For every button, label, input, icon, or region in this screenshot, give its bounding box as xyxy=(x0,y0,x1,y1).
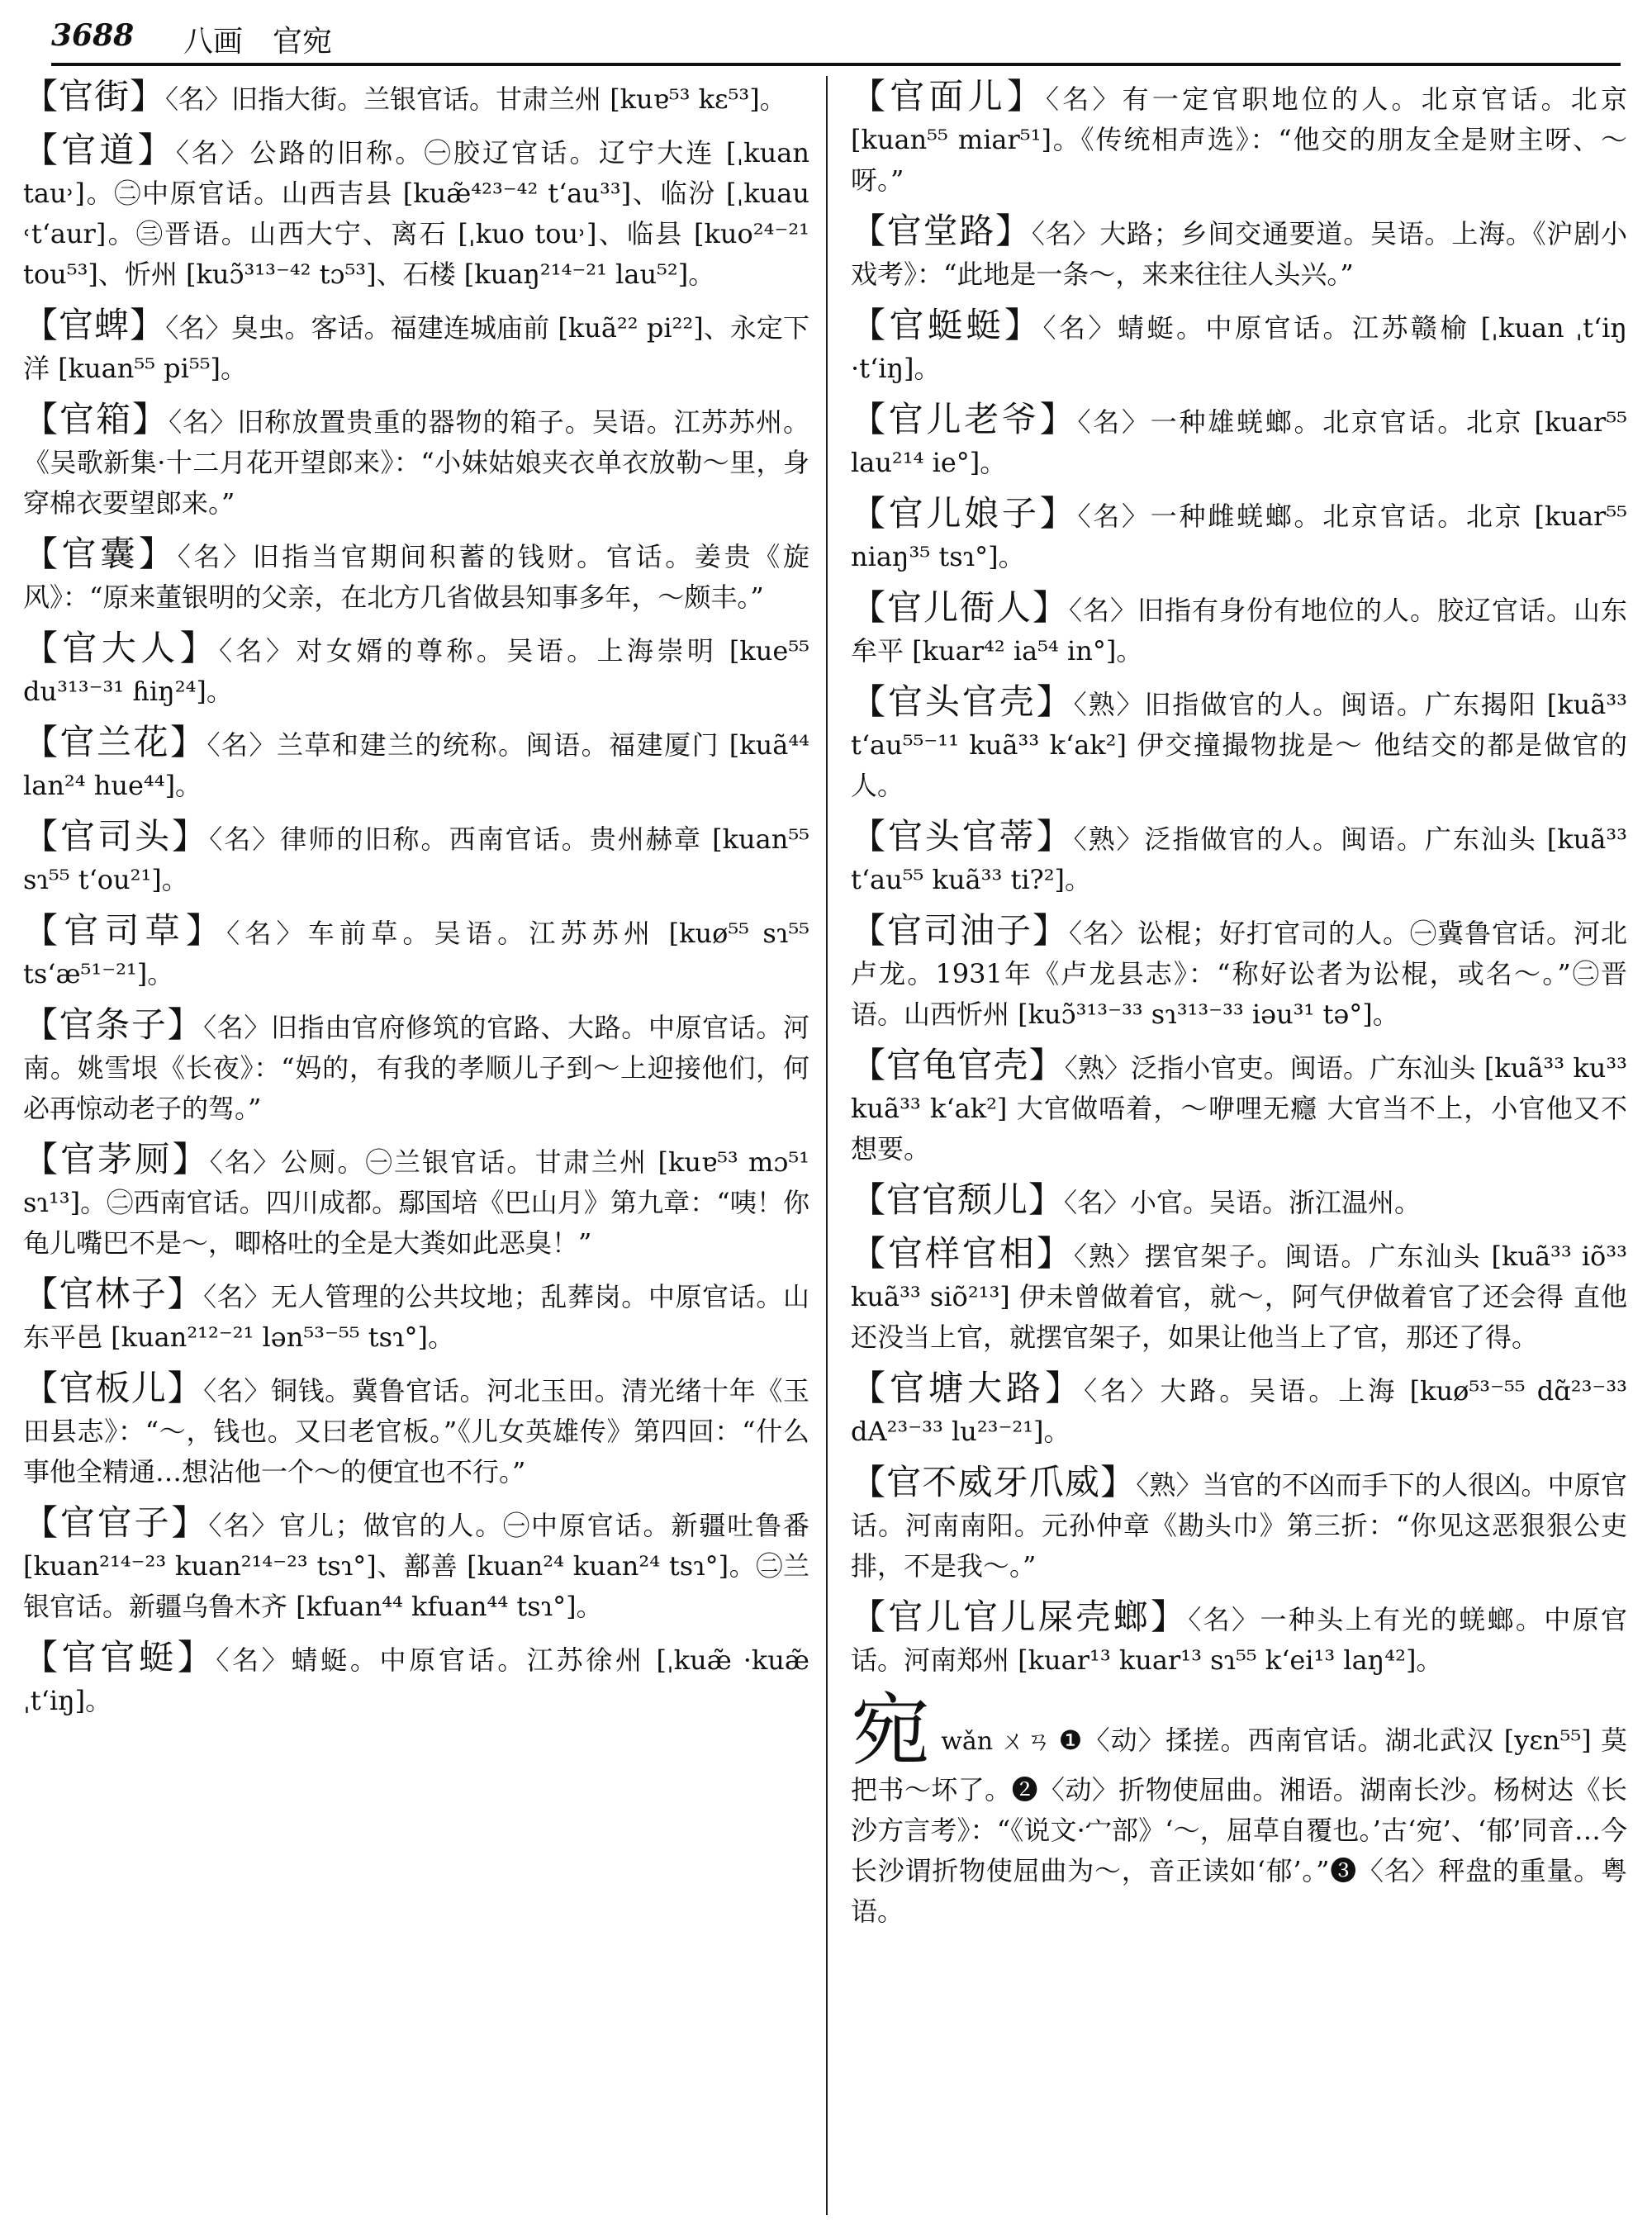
entry-body: 〈名〉旧指由官府修筑的官路、大路。中原官话。河南。姚雪垠《长夜》：“妈的，有我的孝顺儿子到～上迎接他们，何必再惊动老子的驾。” xyxy=(23,1012,809,1124)
entry-body: 〈名〉公厕。㊀兰银官话。甘肃兰州 [kuɐ⁵³ mɔ⁵¹ sɿ¹³]。㊁西南官话。四川成都。鄢国培《巴山月》第九章：“咦！你龟儿嘴巴不是～，唧格吐的全是大粪如此恶臭！” xyxy=(23,1146,809,1259)
entry-headword: 【官道】 xyxy=(23,130,176,170)
entry-headword: 【官司头】 xyxy=(23,816,210,856)
dictionary-entry xyxy=(23,1502,809,1627)
dictionary-entry xyxy=(851,1368,1627,1452)
dictionary-entry xyxy=(851,910,1627,1035)
dictionary-entry xyxy=(851,816,1627,900)
entry-headword: 【官囊】 xyxy=(23,534,178,574)
entry-headword: 【官司草】 xyxy=(23,910,227,951)
entry-body: 〈名〉官儿；做官的人。㊀中原官话。新疆吐鲁番 [kuan²¹⁴⁻²³ kuan²¹⁴⁻²³ tsɿ°]、鄯善 [kuan²⁴ kuan²⁴ tsɿ°]。㊁兰银官话。新疆乌鲁木齐 [kfuan⁴⁴ kfuan⁴⁴ tsɿ°]。 xyxy=(23,1510,809,1622)
entry-headword: 【官兰花】 xyxy=(23,722,207,762)
entry-headword: 【官儿娘子】 xyxy=(851,493,1078,534)
entry-headword: 【官林子】 xyxy=(23,1274,204,1314)
entry-body: 〈名〉一种雄蜣螂。北京官话。北京 [kuar⁵⁵ lau²¹⁴ ie°]。 xyxy=(851,406,1627,478)
section-title: 八画 官宛 xyxy=(183,25,333,59)
entry-headword: 【官儿衙人】 xyxy=(851,587,1069,628)
entry-body: 〈名〉臭虫。客话。福建连城庙前 [kuã²² pi²²]、永定下洋 [kuan⁵⁵ pi⁵⁵]。 xyxy=(23,312,809,384)
right-column xyxy=(851,76,1627,2215)
entry-body: 〈名〉旧指当官期间积蓄的钱财。官话。姜贵《旋风》：“原来董银明的父亲，在北方几省做县知事多年，～颇丰。” xyxy=(23,541,809,613)
entry-headword: 【官大人】 xyxy=(23,628,220,668)
zhuyin: ㄨㄢ xyxy=(999,1727,1052,1756)
entry-body: 〈名〉大路；乡间交通要道。吴语。上海。《沪剧小戏考》：“此地是一条～，来来往往人头兴。” xyxy=(851,218,1627,290)
dictionary-entry xyxy=(23,1637,809,1721)
entry-headword: 【官不威牙爪威】 xyxy=(851,1462,1137,1502)
entry-body: 〈名〉有一定官职地位的人。北京官话。北京 [kuan⁵⁵ miar⁵¹]。《传统相声选》：“他交的朋友全是财主呀、～呀。” xyxy=(851,83,1627,196)
entry-headword: 【官司油子】 xyxy=(851,910,1069,951)
entry-body: 〈名〉车前草。吴语。江苏苏州 [kuø⁵⁵ sɿ⁵⁵ tsʻæ⁵¹⁻²¹]。 xyxy=(23,918,809,989)
entry-body: 〈名〉蜻蜓。中原官话。江苏赣榆 [ˌkuan ˌtʻiŋ ·tʻiŋ]。 xyxy=(851,312,1627,384)
entry-headword: 【官样官相】 xyxy=(851,1233,1074,1274)
entry-headword: 【官条子】 xyxy=(23,1004,204,1045)
entry-headword: 【官面儿】 xyxy=(851,76,1047,116)
dictionary-entry xyxy=(23,399,809,524)
page-number: 3688 xyxy=(51,18,135,53)
header-rule xyxy=(51,63,1621,66)
entry-headword: 【官堂路】 xyxy=(851,211,1032,251)
entry-headword: 【官儿官儿屎壳螂】 xyxy=(851,1597,1189,1637)
entry-body: 〈名〉律师的旧称。西南官话。贵州赫章 [kuan⁵⁵ sɿ⁵⁵ tʻou²¹]。 xyxy=(23,823,809,895)
dictionary-entry xyxy=(851,76,1627,201)
dictionary-entry xyxy=(23,722,809,806)
entry-headword: 【官板儿】 xyxy=(23,1368,204,1408)
dictionary-entry xyxy=(23,76,809,120)
dictionary-entry xyxy=(23,628,809,712)
entry-headword: 【官龟官壳】 xyxy=(851,1045,1065,1085)
entry-headword: 【官塘大路】 xyxy=(851,1368,1085,1408)
entry-headword: 【官官蜓】 xyxy=(23,1637,216,1677)
entry-headword: 【官官颓儿】 xyxy=(851,1179,1065,1220)
entry-body: 〈名〉一种头上有光的蜣螂。中原官话。河南郑州 [kuar¹³ kuar¹³ sɿ⁵⁵ kʻei¹³ laŋ⁴²]。 xyxy=(851,1604,1627,1676)
dictionary-entry xyxy=(23,305,809,389)
entry-body: 〈名〉对女婿的尊称。吴语。上海崇明 [kue⁵⁵ du³¹³⁻³¹ ɦiŋ²⁴]。 xyxy=(23,635,809,707)
dictionary-entry xyxy=(23,816,809,900)
pinyin: wǎn xyxy=(941,1727,994,1756)
dictionary-entry xyxy=(851,1233,1627,1358)
dictionary-entry xyxy=(23,1274,809,1358)
entry-body: 〈名〉大路。吴语。上海 [kuø⁵³⁻⁵⁵ dɑ̃²³⁻³³ dA²³⁻³³ lu²³⁻²¹]。 xyxy=(851,1375,1627,1447)
entry-body: 〈名〉旧指有身份有地位的人。胶辽官话。山东牟平 [kuar⁴² ia⁵⁴ in°]。 xyxy=(851,595,1627,667)
dictionary-entry xyxy=(851,493,1627,577)
entry-headword: 【官儿老爷】 xyxy=(851,399,1078,439)
entry-headword: 【官箱】 xyxy=(23,399,169,439)
entry-body: 〈熟〉泛指小官吏。闽语。广东汕头 [kuã³³ ku³³ kuã³³ kʻak²] 大官做唔着，～咿哩无癮 大官当不上，小官他又不想要。 xyxy=(851,1052,1627,1165)
entry-body: 〈名〉旧指大街。兰银官话。甘肃兰州 [kuɐ⁵³ kɛ⁵³]。 xyxy=(165,83,786,115)
entry-body: 〈熟〉旧指做官的人。闽语。广东揭阳 [kuã³³ tʻau⁵⁵⁻¹¹ kuã³³ kʻak²] 伊交撞撮物拢是～ 他结交的都是做官的人。 xyxy=(851,689,1627,801)
dictionary-entry xyxy=(851,399,1627,483)
entry-body: 〈名〉一种雌蜣螂。北京官话。北京 [kuar⁵⁵ niaŋ³⁵ tsɿ°]。 xyxy=(851,501,1627,572)
dictionary-entry xyxy=(23,1004,809,1129)
entry-body: 〈熟〉当官的不凶而手下的人很凶。中原官话。河南南阳。元孙仲章《勘头巾》第三折：“你见这恶狠狠公吏排，不是我～。” xyxy=(851,1469,1627,1582)
entry-headword: 【官街】 xyxy=(23,76,166,116)
dictionary-entry xyxy=(23,1139,809,1264)
entry-body: 〈名〉兰草和建兰的统称。闽语。福建厦门 [kuã⁴⁴ lan²⁴ hue⁴⁴]。 xyxy=(23,729,809,801)
dictionary-entry xyxy=(23,1368,809,1492)
dictionary-entry xyxy=(851,1045,1627,1170)
entry-headword: 【官头官壳】 xyxy=(851,681,1074,722)
entry-body: 〈名〉蜻蜓。中原官话。江苏徐州 [ˌkuæ̃ ·kuæ̃ ˌtʻiŋ]。 xyxy=(23,1644,809,1716)
entry-body: 〈名〉小官。吴语。浙江温州。 xyxy=(1064,1187,1422,1218)
entry-body: 〈名〉无人管理的公共坟地；乱葬岗。中原官话。山东平邑 [kuan²¹²⁻²¹ lən⁵³⁻⁵⁵ tsɿ°]。 xyxy=(23,1281,809,1353)
dictionary-entry xyxy=(851,1179,1627,1223)
page-header xyxy=(51,15,1621,63)
entry-body: 〈熟〉摆官架子。闽语。广东汕头 [kuã³³ iõ³³ kuã³³ siõ²¹³] 伊未曾做着官，就～，阿气伊做着官了还会得 直他还没当上官，就摆官架子，如果让他当上了官，那还了得。 xyxy=(851,1241,1627,1353)
dictionary-entry xyxy=(851,1597,1627,1681)
dictionary-entry xyxy=(851,587,1627,671)
dictionary-entry xyxy=(23,130,809,295)
entry-headword: 【官头官蒂】 xyxy=(851,816,1074,856)
entry-body: 〈名〉旧称放置贵重的器物的箱子。吴语。江苏苏州。《吴歌新集·十二月花开望郎来》：“小妹姑娘夹衣单衣放勒～里，身穿棉衣要望郎来。” xyxy=(23,406,809,519)
dictionary-entry xyxy=(851,1462,1627,1587)
entry-body: ❶〈动〉揉搓。西南官话。湖北武汉 [yɛn⁵⁵] 莫把书～坏了。❷〈动〉折物使屈曲。湘语。湖南长沙。杨树达《长沙方言考》：“《说文·宀部》‘～，屈草自覆也。’古‘宛’、‘郁’同音…今长沙谓折物使屈曲为～，音正读如‘郁’。”❸〈名〉秤盘的重量。粤语。 xyxy=(851,1725,1628,1927)
entry-headword: 【官茅厕】 xyxy=(23,1139,210,1179)
dictionary-entry xyxy=(23,910,809,994)
character-entry xyxy=(851,1684,1628,1932)
head-character: 宛 xyxy=(851,1684,932,1777)
dictionary-entry xyxy=(851,305,1627,389)
dictionary-entry xyxy=(851,211,1627,295)
entry-headword: 【官蜓蜓】 xyxy=(851,305,1043,345)
column-divider xyxy=(826,76,828,2215)
entry-body: 〈名〉铜钱。冀鲁官话。河北玉田。清光绪十年《玉田县志》：“～，钱也。又曰老官板。”《儿女英雄传》第四回：“什么事他全精通…想沾他一个～的便宜也不行。” xyxy=(23,1375,809,1487)
entry-headword: 【官蜱】 xyxy=(23,305,166,345)
entry-body: 〈名〉公路的旧称。㊀胶辽官话。辽宁大连 [ˌkuan tau˒]。㊁中原官话。山西吉县 [kuæ̃⁴²³⁻⁴² tʻau³³]、临汾 [ˌkuau ˓tʻaur]。㊂晋语。山西大宁、离石 [ˌkuo tou˒]、临县 [kuo²⁴⁻²¹ tou⁵³]、忻州 [kuɔ̃³¹³⁻⁴² tɔ⁵³]、石楼 [kuaŋ²¹⁴⁻²¹ lau⁵²]。 xyxy=(23,137,809,290)
left-column xyxy=(23,76,809,2215)
entry-headword: 【官官子】 xyxy=(23,1502,209,1543)
dictionary-entry xyxy=(851,681,1627,806)
dictionary-entry xyxy=(23,534,809,618)
entry-body: 〈名〉讼棍；好打官司的人。㊀冀鲁官话。河北卢龙。1931年《卢龙县志》：“称好讼者为讼棍，或名～。”㊁晋语。山西忻州 [kuɔ̃³¹³⁻³³ sɿ³¹³⁻³³ iəu³¹ tə°]。 xyxy=(851,918,1627,1030)
entry-body: 〈熟〉泛指做官的人。闽语。广东汕头 [kuã³³ tʻau⁵⁵ kuã³³ ti?²]。 xyxy=(851,823,1627,895)
